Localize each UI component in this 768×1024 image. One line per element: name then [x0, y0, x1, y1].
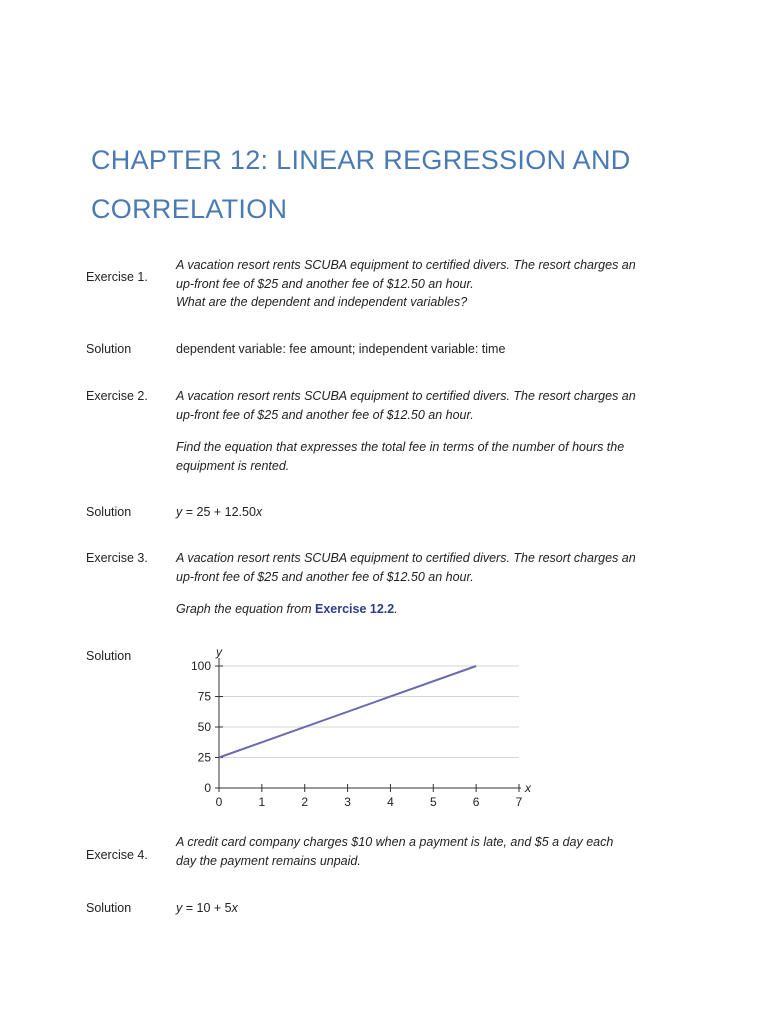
y-axis-label: y	[216, 646, 222, 659]
y-tick-label-50: 50	[197, 720, 211, 734]
exercise-3-solution-label: Solution	[86, 649, 132, 663]
exercise-3-line-3-prefix: Graph the equation from	[176, 602, 315, 616]
exercise-3-label: Exercise 3.	[86, 551, 148, 565]
exercise-2-line-2: up-front fee of $25 and another fee of $12.50 an hour.	[176, 407, 474, 422]
exercise-1-label: Exercise 1.	[86, 270, 148, 284]
solution-y: y	[176, 505, 183, 519]
exercise-1-text	[176, 256, 696, 312]
exercise-3-line-3-suffix: .	[394, 602, 398, 616]
exercise-12-2-link[interactable]: Exercise 12.2	[314, 602, 395, 616]
solution-equation: = 10 + 5	[182, 901, 232, 915]
solution-x: x	[255, 505, 263, 519]
exercise-4-label: Exercise 4.	[86, 848, 148, 862]
chapter-title: CHAPTER 12: LINEAR REGRESSION AND CORRELATION	[91, 145, 631, 224]
exercise-1-line-2: up-front fee of $25 and another fee of $12.50 an hour.	[176, 276, 474, 291]
exercise-1-line-1: A vacation resort rents SCUBA equipment to certified divers. The resort charges an	[176, 258, 636, 272]
x-tick-label-2: 2	[301, 795, 309, 809]
x-tick-label-0: 0	[215, 795, 223, 809]
exercise-3-line-1: A vacation resort rents SCUBA equipment to certified divers. The resort charges an	[176, 551, 636, 565]
x-axis-label: x	[525, 781, 531, 795]
x-tick-label-4: 4	[387, 795, 394, 809]
exercise-3-line-2: up-front fee of $25 and another fee of $12.50 an hour.	[176, 569, 474, 584]
y-tick-label-100: 100	[190, 659, 211, 673]
y-tick-label-25: 25	[197, 750, 211, 765]
exercise-4-solution-label: Solution	[86, 901, 132, 915]
solution-equation: = 25 + 12.50	[182, 505, 256, 519]
exercise-1-solution: dependent variable: fee amount; independent variable: time	[176, 342, 506, 356]
x-tick-label-6: 6	[472, 795, 480, 809]
exercise-1-line-3: What are the dependent and independent variables?	[176, 295, 468, 309]
exercise-4-text	[176, 833, 696, 870]
exercise-2-solution	[176, 503, 696, 522]
exercise-4-line-1: A credit card company charges $10 when a payment is late, and $5 a day each	[176, 835, 614, 849]
solution-x: x	[231, 901, 238, 915]
exercise-2-text	[176, 387, 696, 475]
x-tick-label-7: 7	[515, 795, 523, 809]
x-tick-label-1: 1	[258, 795, 266, 809]
exercise-4-line-2: day the payment remains unpaid.	[176, 853, 361, 868]
exercise-2-line-1: A vacation resort rents SCUBA equipment to certified divers. The resort charges an	[176, 389, 636, 403]
y-tick-label-75: 75	[197, 689, 211, 704]
fee-line-chart	[176, 646, 544, 818]
series-line-0	[219, 666, 476, 758]
exercise-2-solution-label: Solution	[86, 505, 132, 519]
exercise-4-solution	[176, 899, 696, 918]
exercise-1-solution-label: Solution	[86, 342, 132, 356]
exercise-3-text	[176, 549, 696, 619]
exercise-2-line-3: Find the equation that expresses the total fee in terms of the number of hours the	[176, 440, 625, 454]
y-tick-label-0: 0	[204, 781, 211, 795]
exercise-2-label: Exercise 2.	[86, 389, 148, 403]
exercise-2-line-4: equipment is rented.	[176, 458, 290, 473]
solution-y: y	[176, 901, 183, 915]
x-tick-label-5: 5	[429, 795, 437, 809]
exercise-3-line-3	[176, 600, 696, 619]
x-tick-label-3: 3	[344, 795, 351, 809]
